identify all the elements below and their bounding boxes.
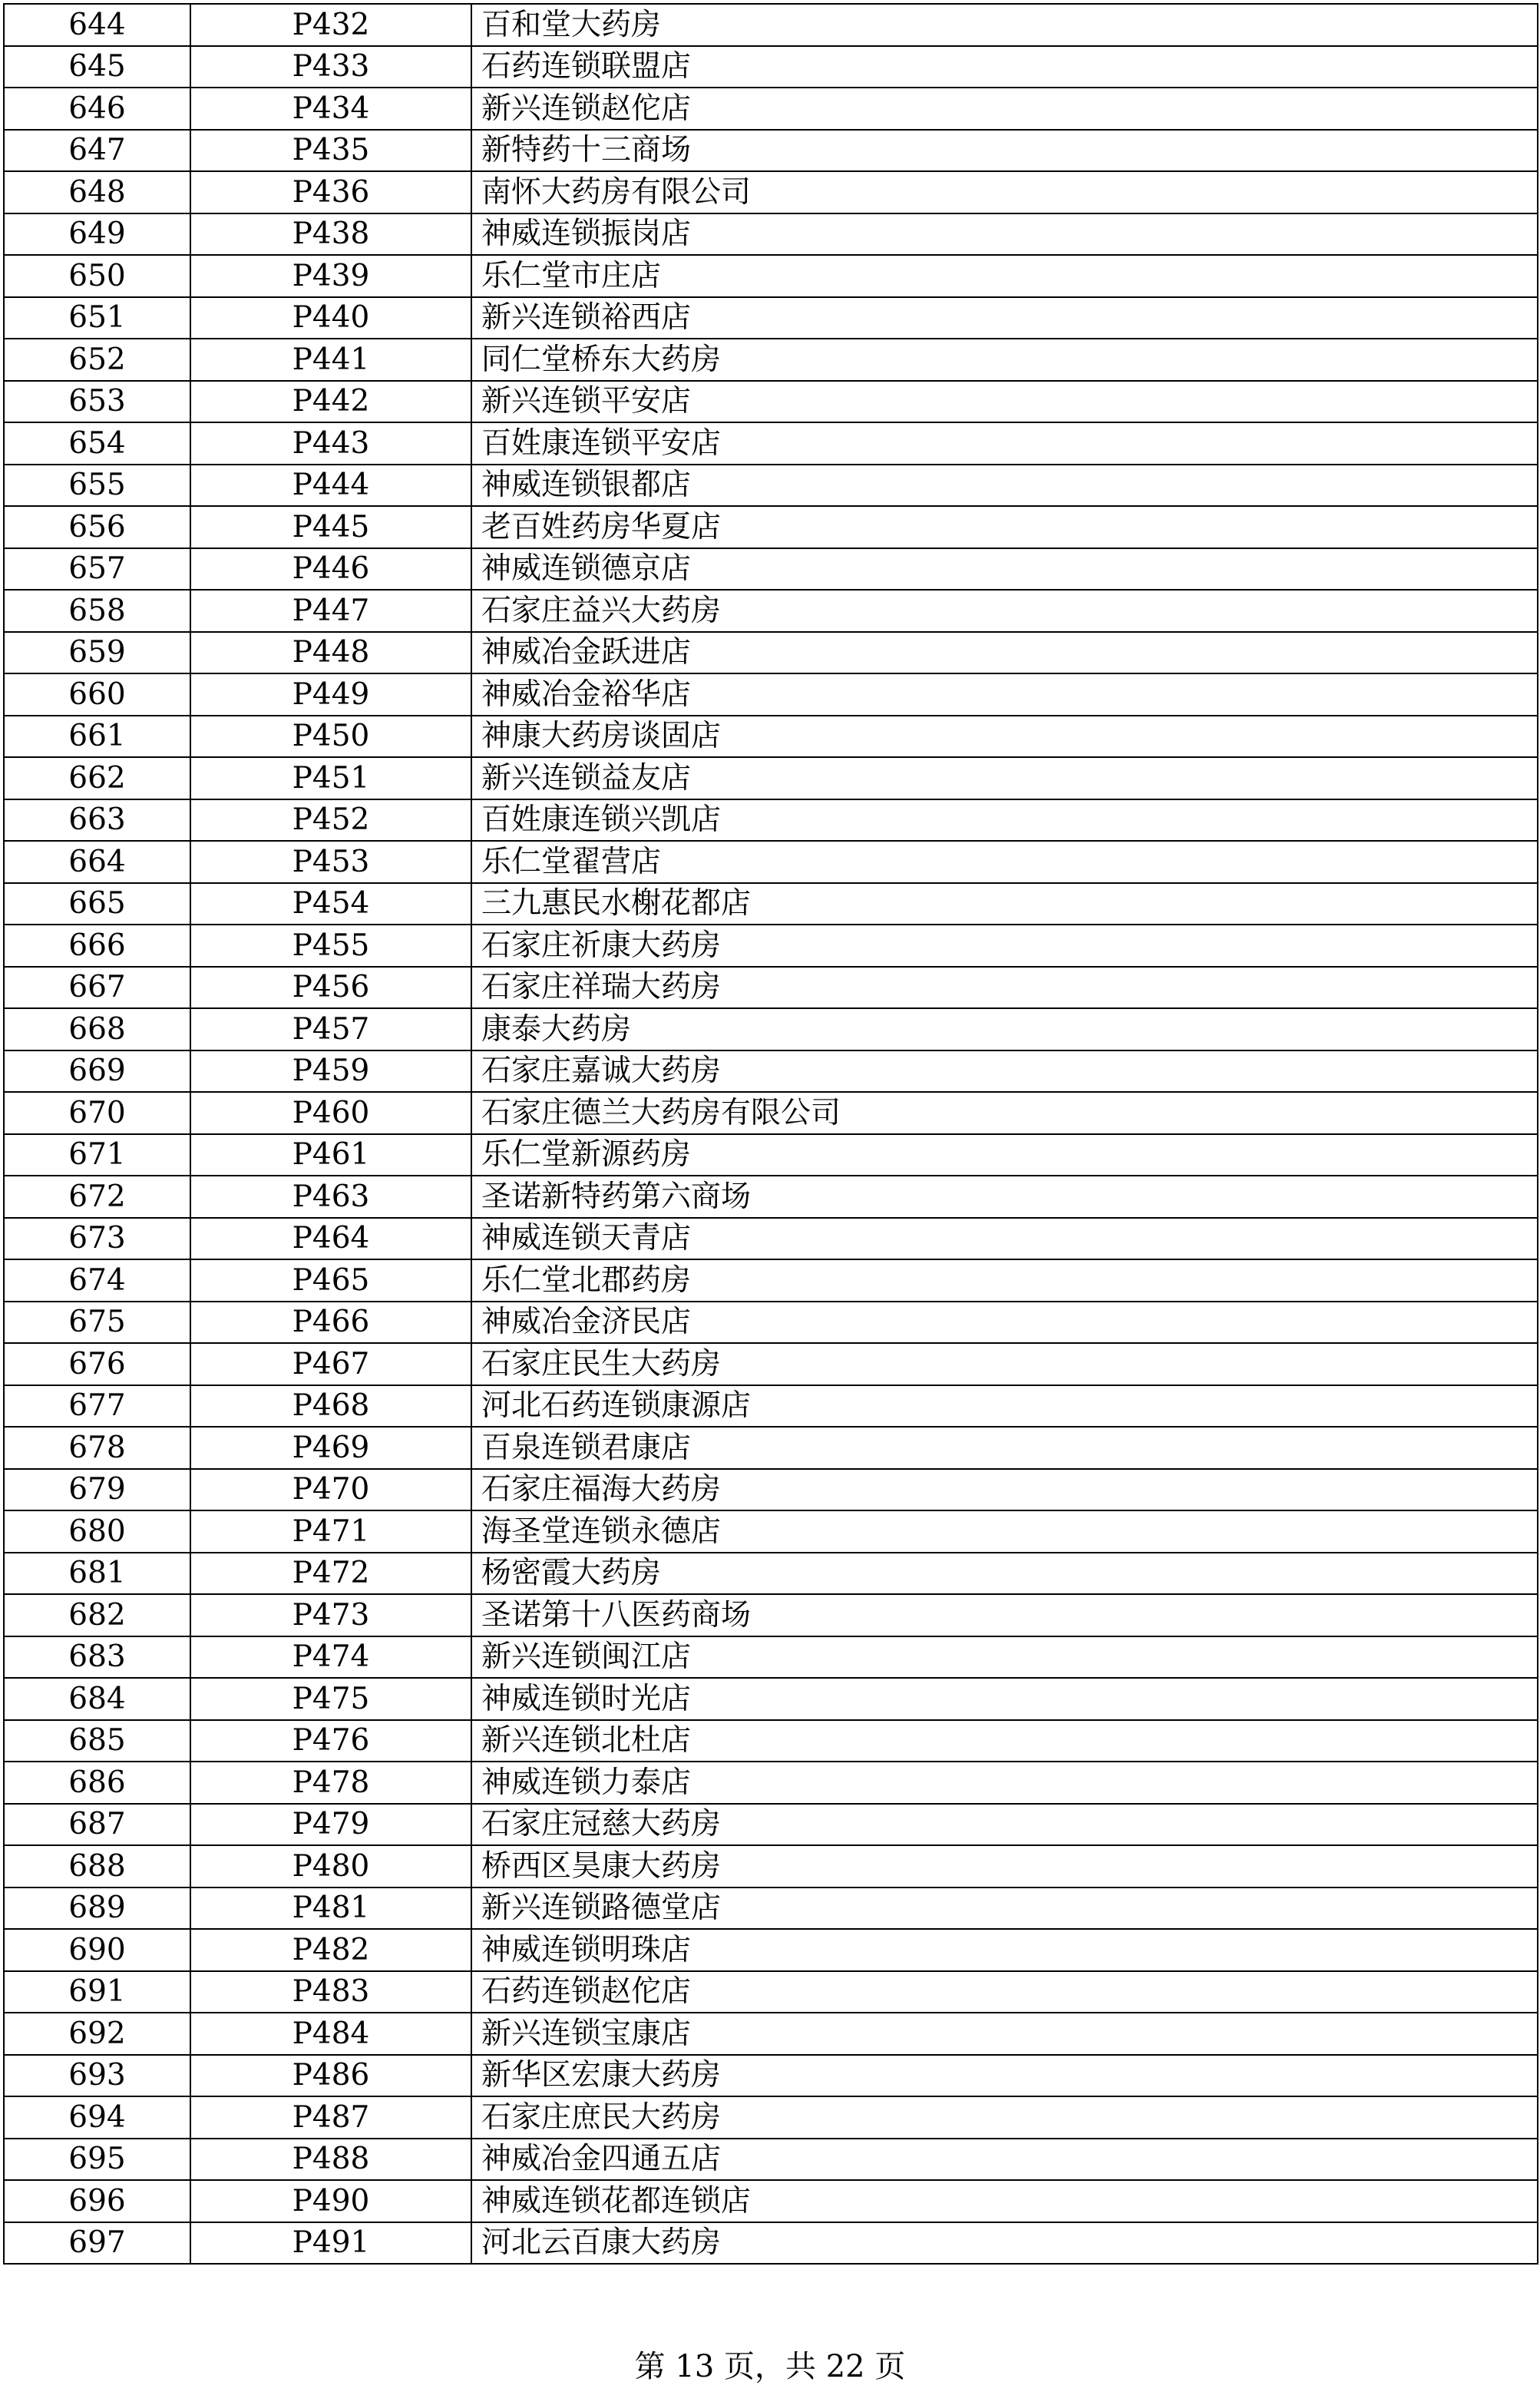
table-row: [4, 2222, 1538, 2265]
store-name-cell: 新兴连锁赵佗店: [471, 88, 1538, 130]
store-code-cell: P453: [190, 841, 471, 883]
row-number-cell: 667: [4, 967, 190, 1009]
table-row: [4, 1427, 1538, 1469]
table-row: [4, 1469, 1538, 1511]
store-name-cell: 乐仁堂翟营店: [471, 841, 1538, 883]
store-name-cell: 神康大药房谈固店: [471, 716, 1538, 758]
table-row: [4, 4, 1538, 46]
store-code-cell: P464: [190, 1218, 471, 1260]
table-row: [4, 1176, 1538, 1218]
row-number-cell: 666: [4, 925, 190, 967]
store-code-cell: P457: [190, 1008, 471, 1050]
store-name-cell: 石家庄祥瑞大药房: [471, 967, 1538, 1009]
table-row: [4, 841, 1538, 883]
store-name-cell: 乐仁堂北郡药房: [471, 1259, 1538, 1302]
store-code-cell: P490: [190, 2180, 471, 2222]
store-name-cell: 三九惠民水榭花都店: [471, 883, 1538, 925]
table-row: [4, 757, 1538, 799]
row-number-cell: 686: [4, 1762, 190, 1804]
table-row: [4, 1720, 1538, 1762]
store-code-cell: P476: [190, 1720, 471, 1762]
row-number-cell: 682: [4, 1594, 190, 1636]
row-number-cell: 662: [4, 757, 190, 799]
table-row: [4, 925, 1538, 967]
store-name-cell: 新兴连锁益友店: [471, 757, 1538, 799]
row-number-cell: 692: [4, 2013, 190, 2055]
row-number-cell: 658: [4, 590, 190, 632]
store-code-cell: P451: [190, 757, 471, 799]
store-code-cell: P472: [190, 1553, 471, 1595]
store-name-cell: 神威连锁明珠店: [471, 1929, 1538, 1971]
store-code-cell: P448: [190, 632, 471, 674]
row-number-cell: 685: [4, 1720, 190, 1762]
table-row: [4, 1594, 1538, 1636]
store-code-cell: P469: [190, 1427, 471, 1469]
table-row: [4, 799, 1538, 842]
row-number-cell: 684: [4, 1678, 190, 1720]
store-name-cell: 圣诺第十八医药商场: [471, 1594, 1538, 1636]
row-number-cell: 697: [4, 2222, 190, 2265]
store-name-cell: 新兴连锁平安店: [471, 381, 1538, 423]
store-code-cell: P449: [190, 673, 471, 716]
row-number-cell: 650: [4, 255, 190, 297]
table-row: [4, 422, 1538, 465]
store-code-cell: P459: [190, 1050, 471, 1093]
table-row: [4, 1762, 1538, 1804]
store-name-cell: 新兴连锁闽江店: [471, 1636, 1538, 1679]
store-name-cell: 石家庄民生大药房: [471, 1343, 1538, 1385]
store-code-cell: P474: [190, 1636, 471, 1679]
table-row: [4, 1678, 1538, 1720]
row-number-cell: 668: [4, 1008, 190, 1050]
store-name-cell: 石家庄祈康大药房: [471, 925, 1538, 967]
store-code-cell: P434: [190, 88, 471, 130]
store-name-cell: 新兴连锁宝康店: [471, 2013, 1538, 2055]
row-number-cell: 693: [4, 2055, 190, 2097]
table-row: [4, 130, 1538, 172]
table-row: [4, 2139, 1538, 2181]
store-code-cell: P487: [190, 2096, 471, 2139]
table-row: [4, 716, 1538, 758]
store-code-cell: P450: [190, 716, 471, 758]
store-name-cell: 石家庄福海大药房: [471, 1469, 1538, 1511]
table-row: [4, 1804, 1538, 1846]
row-number-cell: 681: [4, 1553, 190, 1595]
store-code-cell: P460: [190, 1092, 471, 1134]
row-number-cell: 690: [4, 1929, 190, 1971]
store-code-cell: P471: [190, 1510, 471, 1553]
store-name-cell: 神威连锁天青店: [471, 1218, 1538, 1260]
table-row: [4, 1343, 1538, 1385]
store-code-cell: P438: [190, 213, 471, 256]
table-row: [4, 548, 1538, 591]
store-name-cell: 新兴连锁路德堂店: [471, 1887, 1538, 1930]
table-row: [4, 590, 1538, 632]
store-name-cell: 神威连锁银都店: [471, 465, 1538, 507]
store-code-cell: P483: [190, 1971, 471, 2013]
row-number-cell: 675: [4, 1302, 190, 1344]
table-row: [4, 1929, 1538, 1971]
table-row: [4, 46, 1538, 88]
row-number-cell: 664: [4, 841, 190, 883]
row-number-cell: 688: [4, 1845, 190, 1887]
store-name-cell: 石药连锁赵佗店: [471, 1971, 1538, 2013]
store-code-cell: P433: [190, 46, 471, 88]
store-name-cell: 神威冶金四通五店: [471, 2139, 1538, 2181]
store-code-cell: P440: [190, 297, 471, 339]
row-number-cell: 656: [4, 506, 190, 548]
store-name-cell: 石家庄益兴大药房: [471, 590, 1538, 632]
store-name-cell: 康泰大药房: [471, 1008, 1538, 1050]
store-name-cell: 神威冶金裕华店: [471, 673, 1538, 716]
table-row: [4, 673, 1538, 716]
row-number-cell: 661: [4, 716, 190, 758]
row-number-cell: 663: [4, 799, 190, 842]
store-code-cell: P441: [190, 339, 471, 381]
store-code-cell: P482: [190, 1929, 471, 1971]
store-name-cell: 乐仁堂市庄店: [471, 255, 1538, 297]
row-number-cell: 660: [4, 673, 190, 716]
table-row: [4, 1008, 1538, 1050]
row-number-cell: 655: [4, 465, 190, 507]
store-code-cell: P466: [190, 1302, 471, 1344]
row-number-cell: 671: [4, 1134, 190, 1176]
store-code-cell: P473: [190, 1594, 471, 1636]
row-number-cell: 645: [4, 46, 190, 88]
store-code-cell: P467: [190, 1343, 471, 1385]
store-name-cell: 新特药十三商场: [471, 130, 1538, 172]
store-code-cell: P480: [190, 1845, 471, 1887]
store-code-cell: P481: [190, 1887, 471, 1930]
table-row: [4, 1302, 1538, 1344]
table-row: [4, 1259, 1538, 1302]
table-row: [4, 381, 1538, 423]
table-row: [4, 2096, 1538, 2139]
row-number-cell: 689: [4, 1887, 190, 1930]
row-number-cell: 691: [4, 1971, 190, 2013]
row-number-cell: 679: [4, 1469, 190, 1511]
row-number-cell: 654: [4, 422, 190, 465]
row-number-cell: 695: [4, 2139, 190, 2181]
store-code-cell: P432: [190, 4, 471, 46]
row-number-cell: 676: [4, 1343, 190, 1385]
store-code-cell: P491: [190, 2222, 471, 2265]
store-name-cell: 老百姓药房华夏店: [471, 506, 1538, 548]
table-row: [4, 2013, 1538, 2055]
store-name-cell: 南怀大药房有限公司: [471, 171, 1538, 213]
store-name-cell: 百姓康连锁兴凯店: [471, 799, 1538, 842]
page-footer: 第 13 页，共 22 页: [634, 2349, 906, 2384]
table-row: [4, 1887, 1538, 1930]
store-name-cell: 神威连锁德京店: [471, 548, 1538, 591]
store-name-cell: 神威连锁力泰店: [471, 1762, 1538, 1804]
store-name-cell: 神威连锁花都连锁店: [471, 2180, 1538, 2222]
row-number-cell: 696: [4, 2180, 190, 2222]
store-name-cell: 杨密霞大药房: [471, 1553, 1538, 1595]
store-name-cell: 百泉连锁君康店: [471, 1427, 1538, 1469]
store-code-cell: P461: [190, 1134, 471, 1176]
row-number-cell: 674: [4, 1259, 190, 1302]
store-code-cell: P470: [190, 1469, 471, 1511]
store-code-cell: P484: [190, 2013, 471, 2055]
store-code-cell: P439: [190, 255, 471, 297]
store-code-cell: P447: [190, 590, 471, 632]
row-number-cell: 652: [4, 339, 190, 381]
table-row: [4, 1050, 1538, 1093]
store-name-cell: 圣诺新特药第六商场: [471, 1176, 1538, 1218]
store-code-cell: P452: [190, 799, 471, 842]
store-name-cell: 石家庄庶民大药房: [471, 2096, 1538, 2139]
row-number-cell: 680: [4, 1510, 190, 1553]
store-name-cell: 神威连锁振岗店: [471, 213, 1538, 256]
store-code-cell: P443: [190, 422, 471, 465]
row-number-cell: 678: [4, 1427, 190, 1469]
table-body: [4, 4, 1538, 2264]
store-name-cell: 神威冶金济民店: [471, 1302, 1538, 1344]
store-code-cell: P445: [190, 506, 471, 548]
store-code-cell: P435: [190, 130, 471, 172]
table-row: [4, 506, 1538, 548]
table-row: [4, 1218, 1538, 1260]
store-name-cell: 河北石药连锁康源店: [471, 1385, 1538, 1428]
table-row: [4, 1092, 1538, 1134]
row-number-cell: 649: [4, 213, 190, 256]
table-row: [4, 88, 1538, 130]
store-name-cell: 新兴连锁北杜店: [471, 1720, 1538, 1762]
store-name-cell: 桥西区昊康大药房: [471, 1845, 1538, 1887]
store-code-cell: P475: [190, 1678, 471, 1720]
store-name-cell: 海圣堂连锁永德店: [471, 1510, 1538, 1553]
row-number-cell: 670: [4, 1092, 190, 1134]
store-name-cell: 百和堂大药房: [471, 4, 1538, 46]
row-number-cell: 673: [4, 1218, 190, 1260]
store-code-cell: P436: [190, 171, 471, 213]
store-code-cell: P454: [190, 883, 471, 925]
store-code-cell: P455: [190, 925, 471, 967]
store-code-cell: P444: [190, 465, 471, 507]
pharmacy-list-table: [3, 3, 1538, 2265]
table-row: [4, 632, 1538, 674]
row-number-cell: 648: [4, 171, 190, 213]
row-number-cell: 657: [4, 548, 190, 591]
table-row: [4, 967, 1538, 1009]
store-code-cell: P488: [190, 2139, 471, 2181]
table-row: [4, 297, 1538, 339]
row-number-cell: 646: [4, 88, 190, 130]
table-row: [4, 171, 1538, 213]
table-row: [4, 1385, 1538, 1428]
store-name-cell: 神威连锁时光店: [471, 1678, 1538, 1720]
store-code-cell: P446: [190, 548, 471, 591]
store-code-cell: P468: [190, 1385, 471, 1428]
row-number-cell: 651: [4, 297, 190, 339]
store-code-cell: P456: [190, 967, 471, 1009]
table-row: [4, 1845, 1538, 1887]
row-number-cell: 644: [4, 4, 190, 46]
store-name-cell: 石药连锁联盟店: [471, 46, 1538, 88]
table-row: [4, 255, 1538, 297]
row-number-cell: 653: [4, 381, 190, 423]
row-number-cell: 647: [4, 130, 190, 172]
store-name-cell: 石家庄冠慈大药房: [471, 1804, 1538, 1846]
row-number-cell: 683: [4, 1636, 190, 1679]
row-number-cell: 672: [4, 1176, 190, 1218]
store-code-cell: P479: [190, 1804, 471, 1846]
store-code-cell: P486: [190, 2055, 471, 2097]
store-code-cell: P478: [190, 1762, 471, 1804]
table-row: [4, 2180, 1538, 2222]
table-row: [4, 213, 1538, 256]
store-code-cell: P463: [190, 1176, 471, 1218]
row-number-cell: 659: [4, 632, 190, 674]
table-row: [4, 1971, 1538, 2013]
row-number-cell: 694: [4, 2096, 190, 2139]
store-code-cell: P442: [190, 381, 471, 423]
table-row: [4, 1553, 1538, 1595]
store-name-cell: 乐仁堂新源药房: [471, 1134, 1538, 1176]
store-name-cell: 石家庄德兰大药房有限公司: [471, 1092, 1538, 1134]
table-row: [4, 339, 1538, 381]
table-row: [4, 883, 1538, 925]
store-name-cell: 河北云百康大药房: [471, 2222, 1538, 2265]
table-row: [4, 2055, 1538, 2097]
row-number-cell: 669: [4, 1050, 190, 1093]
store-name-cell: 百姓康连锁平安店: [471, 422, 1538, 465]
table-row: [4, 1134, 1538, 1176]
row-number-cell: 677: [4, 1385, 190, 1428]
store-name-cell: 新华区宏康大药房: [471, 2055, 1538, 2097]
table-row: [4, 465, 1538, 507]
store-name-cell: 神威冶金跃进店: [471, 632, 1538, 674]
table-row: [4, 1636, 1538, 1679]
row-number-cell: 665: [4, 883, 190, 925]
store-name-cell: 同仁堂桥东大药房: [471, 339, 1538, 381]
store-name-cell: 石家庄嘉诚大药房: [471, 1050, 1538, 1093]
store-name-cell: 新兴连锁裕西店: [471, 297, 1538, 339]
store-code-cell: P465: [190, 1259, 471, 1302]
row-number-cell: 687: [4, 1804, 190, 1846]
table-row: [4, 1510, 1538, 1553]
